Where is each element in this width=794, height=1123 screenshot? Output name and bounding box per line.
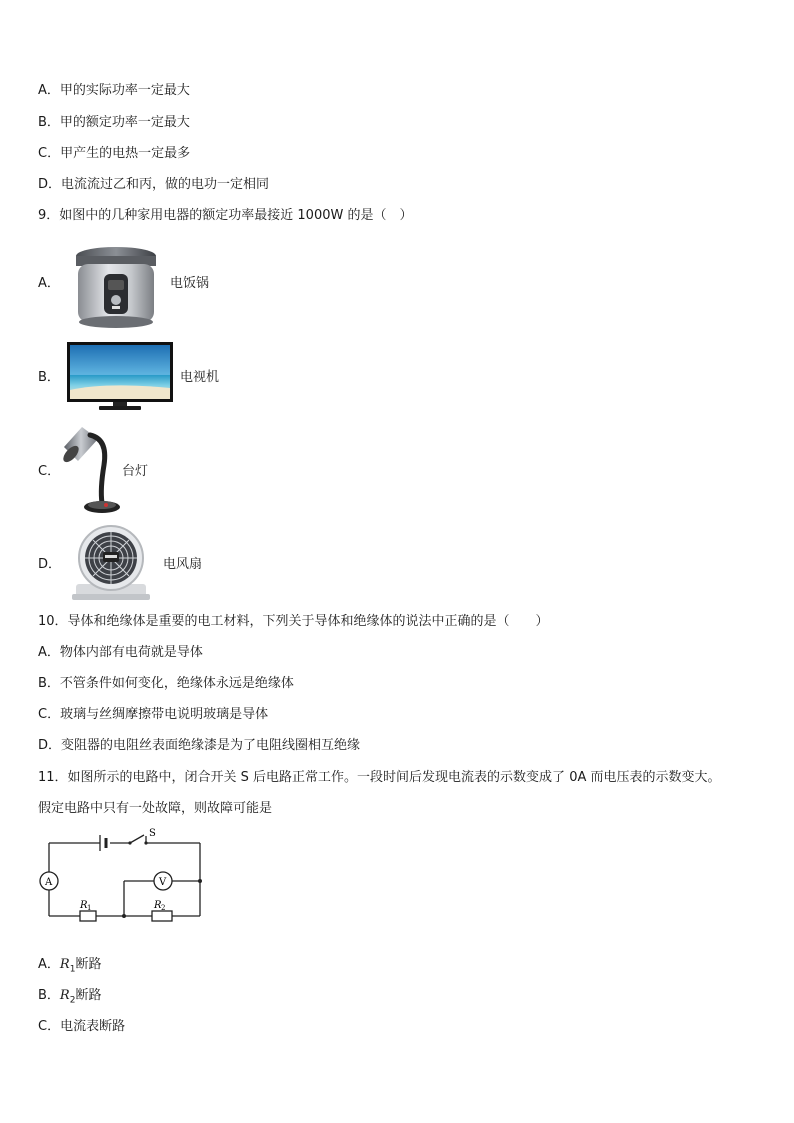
q11-stem-line2: 假定电路中只有一处故障，则故障可能是 <box>38 801 273 816</box>
q11-stem-line1: 11．如图所示的电路中，闭合开关 S 后电路正常工作。一段时间后发现电流表的示数变成了 0A 而电压表的示数变大。 <box>38 770 721 785</box>
circuit-ammeter-label: A <box>45 877 53 888</box>
q9-option-b-label: B． <box>38 370 60 385</box>
rice-cooker-icon <box>70 242 162 332</box>
q10-option-a: A．物体内部有电荷就是导体 <box>38 645 203 660</box>
circuit-r1-sub: 1 <box>87 904 92 912</box>
q9-option-d-label: D． <box>38 557 62 572</box>
q10-option-d: D．变阻器的电阻丝表面绝缘漆是为了电阻线圈相互绝缘 <box>38 738 361 753</box>
circuit-switch-label: S <box>149 828 156 839</box>
q9-option-b-caption: 电视机 <box>180 370 220 385</box>
q9-option-d-caption: 电风扇 <box>163 557 203 572</box>
circuit-r2-label: R <box>154 900 162 911</box>
q9-option-c-caption: 台灯 <box>122 464 149 479</box>
circuit-r1-label: R <box>80 900 88 911</box>
q10-option-c: C．玻璃与丝绸摩擦带电说明玻璃是导体 <box>38 707 269 722</box>
circuit-voltmeter-label: V <box>159 877 167 888</box>
desk-lamp-icon <box>58 425 124 517</box>
circuit-diagram <box>36 824 216 924</box>
q10-stem: 10．导体和绝缘体是重要的电工材料，下列关于导体和绝缘体的说法中正确的是（ ） <box>38 614 549 629</box>
circuit-r2-sub: 2 <box>161 904 166 912</box>
q9-stem: 9．如图中的几种家用电器的额定功率最接近 1000W 的是（ ） <box>38 208 413 223</box>
q11-option-c: C．电流表断路 <box>38 1019 126 1034</box>
q8-option-d: D．电流流过乙和丙，做的电功一定相同 <box>38 177 270 192</box>
q10-option-b: B．不管条件如何变化，绝缘体永远是绝缘体 <box>38 676 294 691</box>
q9-option-a-label: A． <box>38 276 60 291</box>
television-icon <box>67 342 173 412</box>
q9-option-c-label: C． <box>38 464 61 479</box>
q9-option-a-caption: 电饭锅 <box>170 276 210 291</box>
q11-option-b: B．$R_2$断路 <box>38 988 102 1006</box>
q11-option-a: A．$R_1$断路 <box>38 957 102 975</box>
electric-fan-icon <box>68 524 154 602</box>
q8-option-c: C．甲产生的电热一定最多 <box>38 146 191 161</box>
q8-option-a: A．甲的实际功率一定最大 <box>38 83 190 98</box>
q8-option-b: B．甲的额定功率一定最大 <box>38 115 190 130</box>
